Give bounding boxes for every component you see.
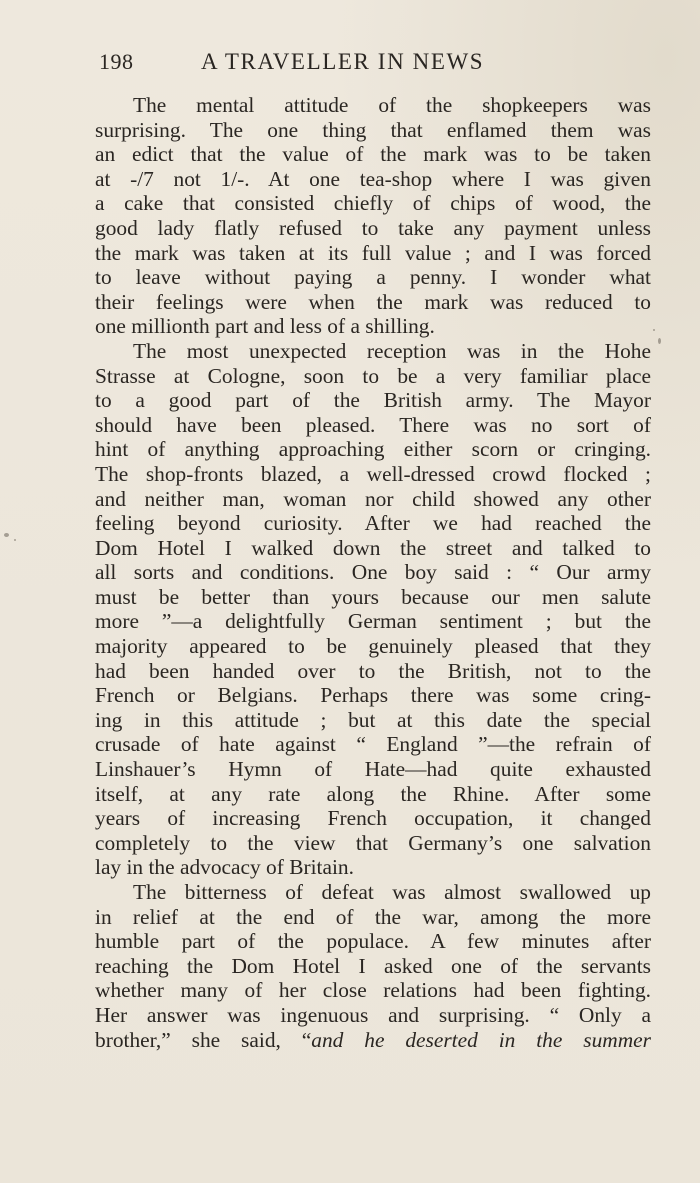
text-line: must be better than yours because our men salute [95,584,651,609]
text-line: The bitterness of defeat was almost swallowed up [133,880,651,904]
text-line: hint of anything approaching either scorn or cringing. [95,437,651,462]
paper-speck [653,329,655,331]
text-line: French or Belgians. Perhaps there was some cring- [95,683,651,708]
text-line: to leave without paying a penny. I wonder what [95,265,651,290]
text-line: majority appeared to be genuinely pleased that they [95,634,651,659]
text-line: their feelings were when the mark was reduced to [95,289,651,314]
text-line: whether many of her close relations had been fighting. [95,978,651,1003]
final-line-italic: and he deserted in the summer [311,1027,651,1052]
text-line: The most unexpected reception was in the Hohe [133,338,651,363]
paper-speck [658,338,661,344]
text-line: had been handed over to the British, not to the [95,658,651,683]
text-line: more ”—a delightfully German sentiment ; but the [95,609,651,634]
body-text [95,93,651,1052]
text-line: Strasse at Cologne, soon to be a very familiar place [95,363,651,388]
text-line: the mark was taken at its full value ; and I was forced [95,240,651,265]
final-line-start: brother,” she said, “ [95,1027,312,1052]
text-line: in relief at the end of the war, among the more [95,904,651,929]
text-line-final [95,1028,651,1053]
text-line: to a good part of the British army. The Mayor [95,388,651,413]
text-line: ing in this attitude ; but at this date the special [95,707,651,732]
paper-speck [14,539,16,541]
text-line: an edict that the value of the mark was to be taken [95,142,651,167]
text-line: surprising. The one thing that enflamed them was [95,117,651,142]
text-line: Linshauer’s Hymn of Hate—had quite exhausted [95,757,651,782]
text-line: completely to the view that Germany’s one salvation [95,830,651,855]
text-line: lay in the advocacy of Britain. [95,855,354,880]
text-line: years of increasing French occupation, it changed [95,806,651,831]
text-line: a cake that consisted chiefly of chips of wood, the [95,191,651,216]
paper-speck [4,533,9,537]
text-line: Her answer was ingenuous and surprising. “ Only a [95,1002,651,1027]
book-title: A TRAVELLER IN NEWS [201,49,485,74]
running-head [95,46,651,78]
text-line: all sorts and conditions. One boy said : “ Our army [95,560,651,585]
text-line: Dom Hotel I walked down the street and talked to [95,535,651,560]
text-line: feeling beyond curiosity. After we had reached the [95,511,651,536]
text-line: at -/7 not 1/-. At one tea-shop where I was given [95,166,651,191]
text-line: reaching the Dom Hotel I asked one of the servants [95,953,651,978]
text-line: crusade of hate against “ England ”—the refrain of [95,732,651,757]
text-line: The shop-fronts blazed, a well-dressed crowd flocked ; [95,461,651,486]
text-line: good lady flatly refused to take any payment unless [95,215,651,240]
text-line: one millionth part and less of a shilling. [95,314,435,339]
text-line: humble part of the populace. A few minutes after [95,929,651,954]
page-number: 198 [99,49,134,74]
text-line: should have been pleased. There was no sort of [95,412,651,437]
text-line: itself, at any rate along the Rhine. After some [95,781,651,806]
text-line: and neither man, woman nor child showed any other [95,486,651,511]
text-line: The mental attitude of the shopkeepers was [133,93,651,117]
